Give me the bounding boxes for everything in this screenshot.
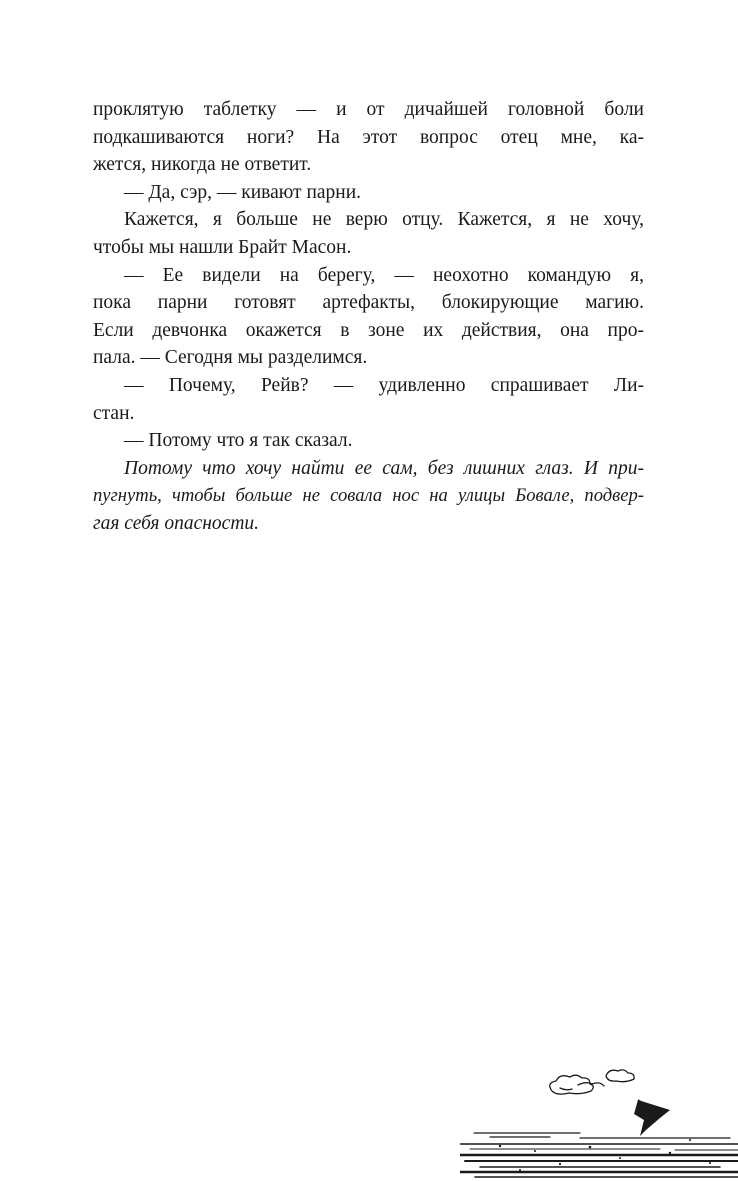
text-line: жется, никогда не ответит. bbox=[93, 154, 312, 176]
text-line: подкашиваются ноги? На этот вопрос отец мне, ка- bbox=[93, 126, 644, 148]
text-line: Если девчонка окажется в зоне их действия, она про- bbox=[93, 319, 644, 341]
text-line: — Ее видели на берегу, — неохотно командую я, bbox=[124, 264, 644, 286]
text-line: — Да, сэр, — кивают парни. bbox=[124, 181, 362, 203]
seascape-bird-vignette-icon bbox=[460, 1058, 738, 1181]
text-line: Кажется, я больше не верю отцу. Кажется, я не хочу, bbox=[124, 209, 644, 231]
text-line: проклятую таблетку — и от дичайшей головной боли bbox=[93, 99, 644, 120]
text-line: пала. — Сегодня мы разделимся. bbox=[93, 347, 368, 369]
text-line: — Потому что я так сказал. bbox=[124, 430, 353, 452]
text-line-italic: Потому что хочу найти ее сам, без лишних глаз. И при- bbox=[124, 457, 644, 479]
text-line: пока парни готовят артефакты, блокирующие магию. bbox=[93, 292, 644, 314]
text-line: стан. bbox=[93, 402, 135, 424]
page-body-text bbox=[93, 96, 644, 538]
text-line: — Почему, Рейв? — удивленно спрашивает Ли- bbox=[124, 374, 644, 396]
text-line: чтобы мы нашли Брайт Масон. bbox=[93, 236, 352, 258]
text-line-italic: гая себя опасности. bbox=[93, 512, 260, 534]
text-line-italic: пугнуть, чтобы больше не совала нос на улицы Бовале, подвер- bbox=[93, 485, 644, 507]
